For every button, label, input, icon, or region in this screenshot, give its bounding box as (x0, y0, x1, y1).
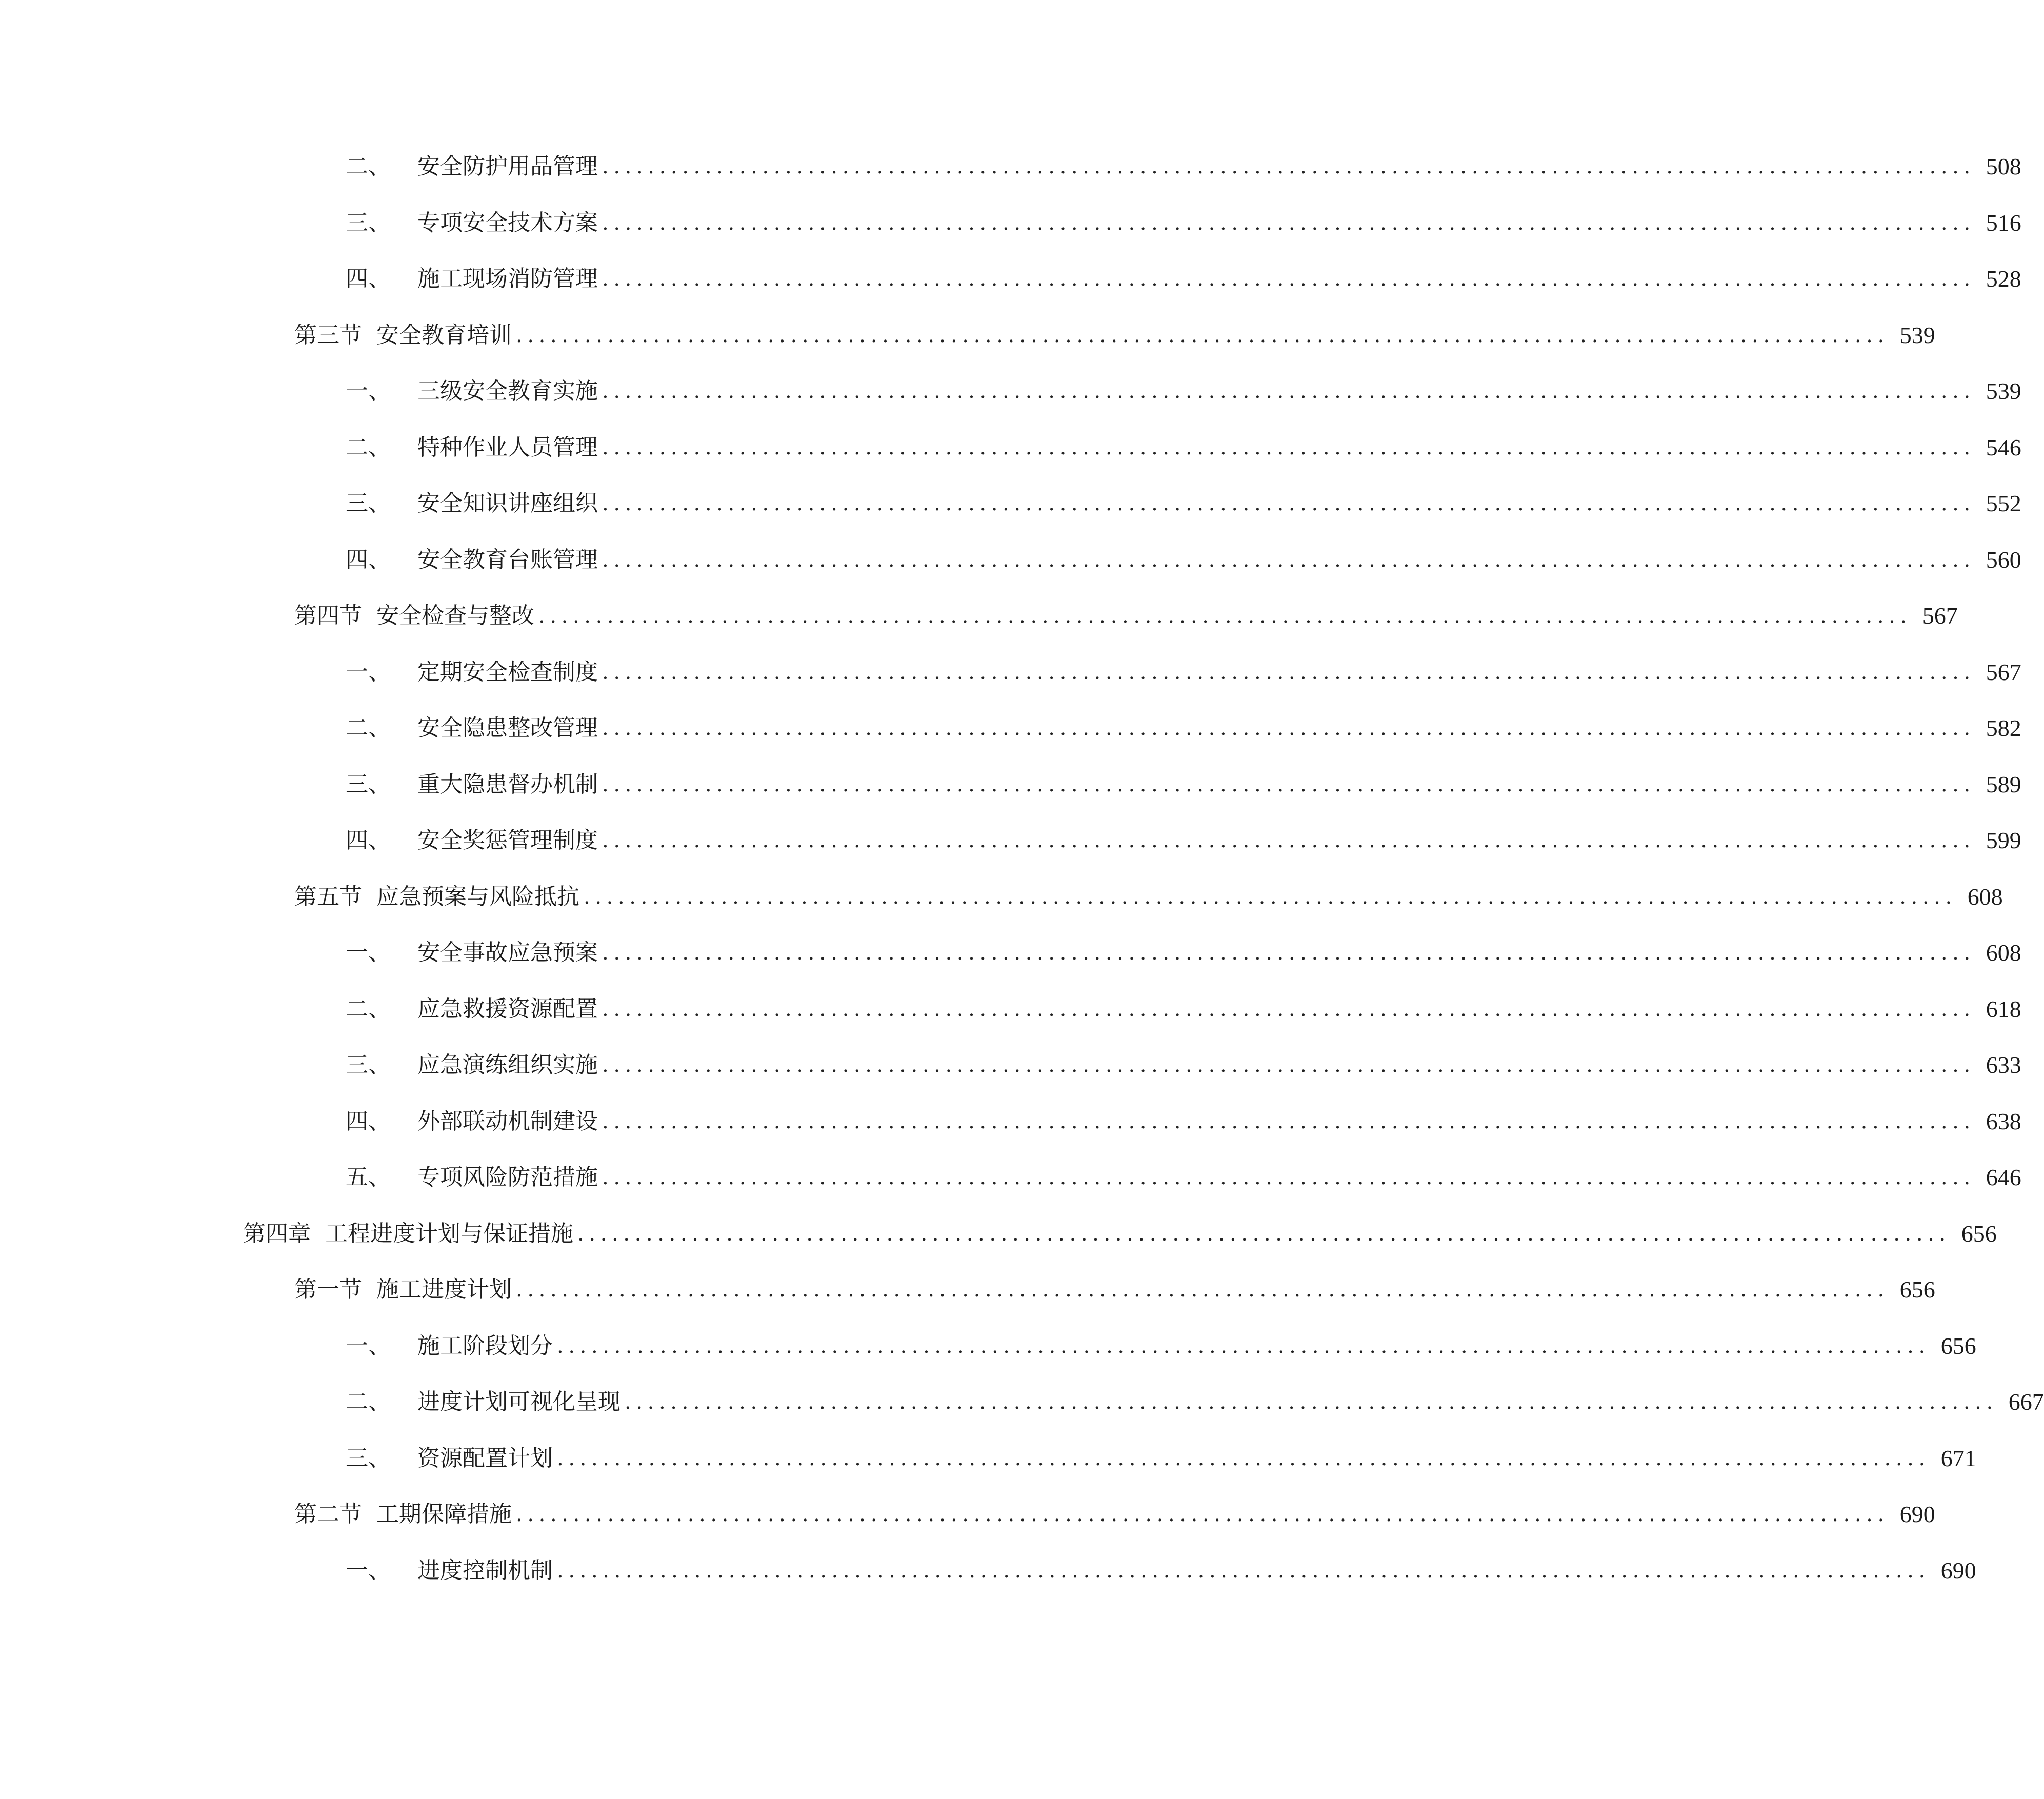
toc-entry-page-number: 608 (1986, 940, 2021, 966)
toc-entry-number: 三、 (346, 1052, 391, 1078)
toc-entry-page-number: 667 (2008, 1389, 2044, 1415)
toc-dot-leader: ........................................................................................................................ (538, 604, 1912, 628)
toc-dot-leader: ........................................................................................................................ (602, 716, 1975, 740)
toc-entry-page-number: 552 (1986, 490, 2021, 516)
toc-entry-page-number: 618 (1986, 996, 2021, 1022)
toc-dot-leader: ........................................................................................................................ (602, 492, 1975, 515)
toc-entry-number: 五、 (346, 1164, 391, 1190)
toc-entry-section[interactable] (294, 317, 1935, 353)
toc-dot-leader: ........................................................................................................................ (557, 1334, 1930, 1358)
toc-entry-number: 二、 (346, 996, 391, 1022)
toc-entry-page-number: 589 (1986, 771, 2021, 797)
toc-entry-title: 安全检查与整改 (376, 603, 534, 629)
toc-entry-page-number: 656 (1899, 1276, 1935, 1303)
toc-dot-leader: ........................................................................................................................ (602, 773, 1975, 796)
toc-dot-leader: ........................................................................................................................ (516, 1278, 1889, 1302)
toc-dot-leader: ........................................................................................................................ (602, 1110, 1975, 1133)
toc-entry-page-number: 567 (1986, 659, 2021, 685)
toc-dot-leader: ........................................................................................................................ (602, 548, 1975, 572)
toc-dot-leader: ........................................................................................................................ (557, 1447, 1930, 1470)
toc-entry-title: 应急救援资源配置 (417, 996, 598, 1022)
toc-entry-page-number: 567 (1922, 603, 1958, 629)
toc-entry-title: 进度计划可视化呈现 (417, 1389, 620, 1415)
toc-entry-number: 一、 (346, 1333, 391, 1359)
toc-entry-page-number: 516 (1986, 210, 2021, 236)
toc-dot-leader: ........................................................................................................................ (625, 1390, 1998, 1414)
toc-entry-item[interactable] (346, 261, 2021, 297)
toc-entry-title: 工期保障措施 (376, 1501, 512, 1527)
toc-entry-item[interactable] (346, 149, 2021, 185)
toc-entry-page-number: 671 (1940, 1445, 1976, 1471)
toc-entry-page-number: 539 (1986, 378, 2021, 404)
toc-dot-leader: ........................................................................................................................ (602, 379, 1975, 403)
toc-entry-title: 安全教育培训 (376, 322, 512, 348)
toc-dot-leader: ........................................................................................................................ (602, 997, 1975, 1021)
toc-entry-title: 应急演练组织实施 (417, 1052, 598, 1078)
toc-entry-page-number: 656 (1940, 1333, 1976, 1359)
toc-dot-leader: ........................................................................................................................ (516, 1503, 1889, 1526)
toc-dot-leader: ........................................................................................................................ (602, 155, 1975, 178)
toc-entry-title: 资源配置计划 (417, 1445, 553, 1471)
toc-entry-number: 第四章 (243, 1221, 311, 1247)
toc-dot-leader: ........................................................................................................................ (577, 1222, 1951, 1246)
toc-entry-item[interactable] (346, 823, 2021, 858)
toc-entry-page-number: 638 (1986, 1108, 2021, 1134)
toc-entry-page-number: 656 (1961, 1221, 1997, 1247)
toc-entry-item[interactable] (346, 1553, 1976, 1589)
toc-dot-leader: ........................................................................................................................ (602, 661, 1975, 684)
toc-entry-item[interactable] (346, 991, 2021, 1027)
toc-entry-title: 应急预案与风险抵抗 (376, 884, 579, 910)
toc-entry-item[interactable] (346, 373, 2021, 409)
toc-entry-title: 定期安全检查制度 (417, 659, 598, 685)
toc-entry-page-number: 633 (1986, 1052, 2021, 1078)
toc-entry-page-number: 508 (1986, 153, 2021, 179)
toc-dot-leader: ........................................................................................................................ (602, 267, 1975, 291)
toc-entry-number: 第二节 (294, 1501, 362, 1527)
toc-entry-page-number: 646 (1986, 1164, 2021, 1190)
toc-entry-item[interactable] (346, 1441, 1976, 1476)
toc-entry-number: 一、 (346, 940, 391, 966)
toc-entry-title: 外部联动机制建设 (417, 1108, 598, 1134)
toc-entry-item[interactable] (346, 654, 2021, 690)
toc-entry-title: 工程进度计划与保证措施 (325, 1221, 573, 1247)
toc-entry-number: 一、 (346, 659, 391, 685)
toc-dot-leader: ........................................................................................................................ (602, 436, 1975, 459)
toc-entry-title: 安全知识讲座组织 (417, 490, 598, 516)
toc-entry-section[interactable] (294, 879, 2003, 915)
toc-entry-title: 安全奖惩管理制度 (417, 827, 598, 853)
toc-entry-title: 安全隐患整改管理 (417, 715, 598, 741)
toc-entry-number: 四、 (346, 266, 391, 292)
toc-entry-page-number: 608 (1967, 884, 2003, 910)
toc-entry-title: 安全教育台账管理 (417, 547, 598, 573)
toc-entry-title: 重大隐患督办机制 (417, 771, 598, 797)
toc-entry-page-number: 690 (1899, 1501, 1935, 1527)
toc-entry-item[interactable] (346, 767, 2021, 803)
toc-entry-title: 安全防护用品管理 (417, 153, 598, 179)
toc-entry-item[interactable] (346, 542, 2021, 578)
toc-entry-title: 施工现场消防管理 (417, 266, 598, 292)
toc-entry-title: 专项安全技术方案 (417, 210, 598, 236)
toc-entry-item[interactable] (346, 486, 2021, 522)
toc-dot-leader: ........................................................................................................................ (602, 829, 1975, 852)
toc-entry-page-number: 546 (1986, 434, 2021, 461)
toc-entry-number: 三、 (346, 210, 391, 236)
toc-entry-number: 一、 (346, 1557, 391, 1584)
toc-entry-chapter[interactable] (243, 1216, 1997, 1252)
toc-dot-leader: ........................................................................................................................ (516, 324, 1889, 347)
toc-dot-leader: ........................................................................................................................ (557, 1559, 1930, 1583)
toc-entry-title: 施工阶段划分 (417, 1333, 553, 1359)
toc-entry-item[interactable] (346, 205, 2021, 241)
toc-entry-page-number: 690 (1940, 1557, 1976, 1584)
toc-entry-number: 四、 (346, 1108, 391, 1134)
toc-entry-item[interactable] (346, 430, 2021, 466)
toc-dot-leader: ........................................................................................................................ (602, 1166, 1975, 1189)
toc-entry-title: 施工进度计划 (376, 1276, 512, 1303)
toc-entry-page-number: 599 (1986, 827, 2021, 853)
toc-entry-number: 二、 (346, 153, 391, 179)
toc-entry-page-number: 539 (1899, 322, 1935, 348)
toc-entry-number: 二、 (346, 715, 391, 741)
toc-entry-title: 安全事故应急预案 (417, 940, 598, 966)
toc-entry-number: 二、 (346, 434, 391, 461)
toc-dot-leader: ........................................................................................................................ (602, 1053, 1975, 1077)
toc-dot-leader: ........................................................................................................................ (602, 211, 1975, 235)
toc-entry-section[interactable] (294, 1272, 1935, 1308)
toc-entry-title: 三级安全教育实施 (417, 378, 598, 404)
toc-entry-item[interactable] (346, 1160, 2021, 1195)
toc-entry-number: 三、 (346, 1445, 391, 1471)
toc-entry-item[interactable] (346, 1328, 1976, 1364)
toc-entry-number: 四、 (346, 547, 391, 573)
toc-entry-title: 进度控制机制 (417, 1557, 553, 1584)
toc-entry-number: 一、 (346, 378, 391, 404)
toc-entry-title: 特种作业人员管理 (417, 434, 598, 461)
toc-entry-number: 第一节 (294, 1276, 362, 1303)
toc-entry-section[interactable] (294, 1496, 1935, 1532)
toc-entry-number: 三、 (346, 771, 391, 797)
toc-entry-page-number: 582 (1986, 715, 2021, 741)
toc-entry-number: 第五节 (294, 884, 362, 910)
toc-entry-page-number: 560 (1986, 547, 2021, 573)
toc-entry-number: 第四节 (294, 603, 362, 629)
toc-entry-item[interactable] (346, 1047, 2021, 1083)
toc-entry-page-number: 528 (1986, 266, 2021, 292)
toc-entry-number: 四、 (346, 827, 391, 853)
toc-entry-number: 三、 (346, 490, 391, 516)
toc-entry-item[interactable] (346, 935, 2021, 971)
toc-entry-item[interactable] (346, 1104, 2021, 1140)
toc-entry-section[interactable] (294, 598, 1958, 634)
toc-entry-item[interactable] (346, 710, 2021, 746)
toc-entry-item[interactable] (346, 1384, 2044, 1420)
toc-dot-leader: ........................................................................................................................ (584, 885, 1957, 909)
toc-dot-leader: ........................................................................................................................ (602, 941, 1975, 965)
toc-entry-number: 第三节 (294, 322, 362, 348)
toc-entry-number: 二、 (346, 1389, 391, 1415)
toc-entry-title: 专项风险防范措施 (417, 1164, 598, 1190)
